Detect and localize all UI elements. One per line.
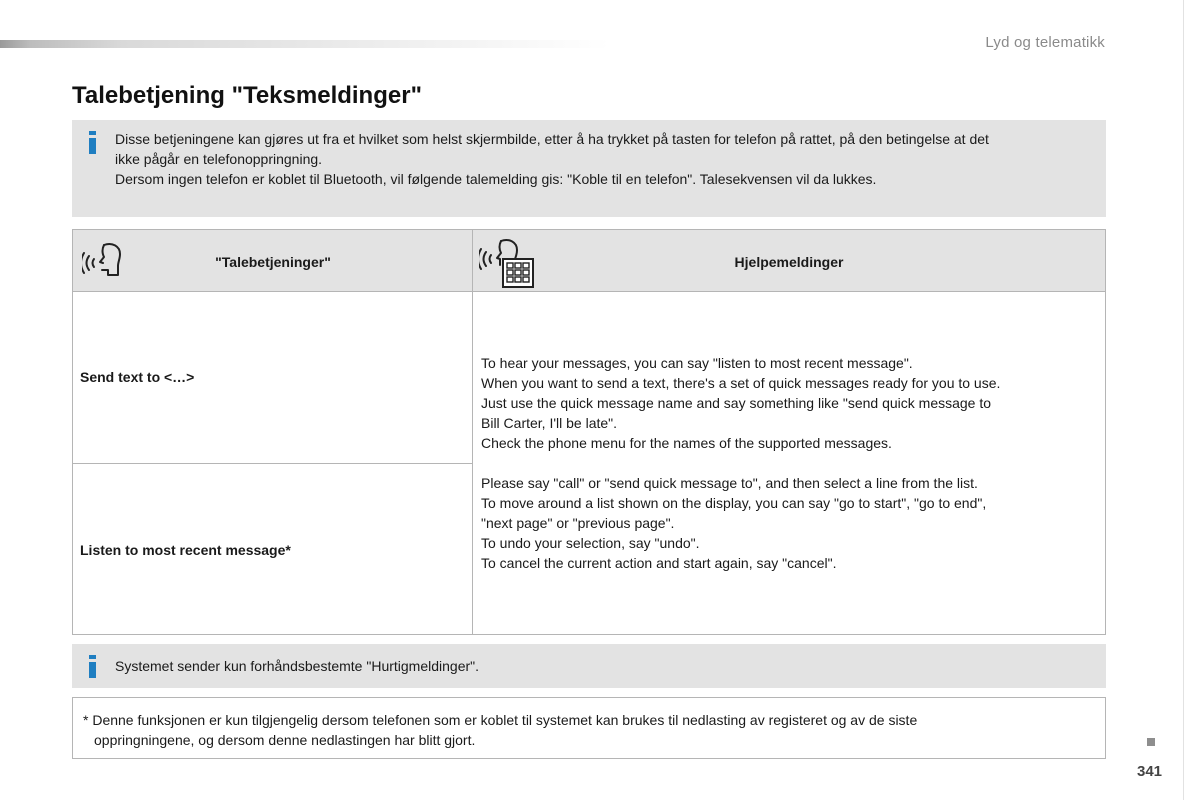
help-line: When you want to send a text, there's a set of quick messages ready for you to use. bbox=[481, 375, 1001, 391]
table-header-help bbox=[473, 230, 1105, 292]
help-line: Please say "call" or "send quick message to", and then select a line from the list. bbox=[481, 475, 978, 491]
page-marker bbox=[1147, 738, 1155, 746]
page-title: Talebetjening "Teksmeldinger" bbox=[72, 82, 422, 109]
command-listen-recent: Listen to most recent message* bbox=[80, 542, 291, 558]
help-line: Bill Carter, I'll be late". bbox=[481, 415, 618, 431]
table-row bbox=[73, 464, 473, 634]
footnote-line-2: oppringningene, og dersom denne nedlastingen har blitt gjort. bbox=[94, 732, 476, 748]
info-icon bbox=[89, 131, 96, 155]
info-icon bbox=[89, 655, 96, 679]
help-line: To hear your messages, you can say "listen to most recent message". bbox=[481, 355, 913, 371]
help-line: To undo your selection, say "undo". bbox=[481, 535, 700, 551]
info-line-3: Dersom ingen telefon er koblet til Bluetooth, vil følgende talemelding gis: "Koble til en telefon". Talesekvensen vil da lukkes. bbox=[115, 171, 877, 187]
table-header-commands bbox=[73, 230, 473, 292]
info-line-1: Disse betjeningene kan gjøres ut fra et hvilket som helst skjermbilde, etter å ha trykket på tasten for telefon på rattet, på den betingelse at det bbox=[115, 131, 989, 147]
footnote-line-1: * Denne funksjonen er kun tilgjengelig dersom telefonen som er koblet til systemet kan brukes til nedlasting av registeret og av de siste bbox=[83, 712, 918, 728]
page-number: 341 bbox=[1137, 763, 1163, 780]
table-row bbox=[73, 292, 473, 464]
help-line: "next page" or "previous page". bbox=[481, 515, 675, 531]
help-line: Just use the quick message name and say something like "send quick message to bbox=[481, 395, 992, 411]
help-messages-cell bbox=[473, 292, 1105, 634]
command-send-text: Send text to <…> bbox=[80, 369, 195, 385]
help-line: Check the phone menu for the names of the supported messages. bbox=[481, 435, 892, 451]
info-box-bottom bbox=[72, 644, 1106, 688]
help-line: To cancel the current action and start again, say "cancel". bbox=[481, 555, 837, 571]
info-line-2: ikke pågår en telefonoppringning. bbox=[115, 151, 323, 167]
footnote-box bbox=[72, 697, 1106, 759]
info-text: Systemet sender kun forhåndsbestemte "Hurtigmeldinger". bbox=[115, 658, 480, 674]
col-header-help: Hjelpemeldinger bbox=[734, 254, 844, 270]
section-title: Lyd og telematikk bbox=[985, 34, 1105, 51]
info-box-top bbox=[72, 120, 1106, 217]
help-line: To move around a list shown on the display, you can say "go to start", "go to end", bbox=[481, 495, 987, 511]
voice-command-table bbox=[72, 229, 1106, 635]
page-edge-rule bbox=[1183, 0, 1184, 800]
col-header-commands: "Talebetjeninger" bbox=[215, 254, 331, 270]
header-gradient-bar bbox=[0, 40, 610, 48]
